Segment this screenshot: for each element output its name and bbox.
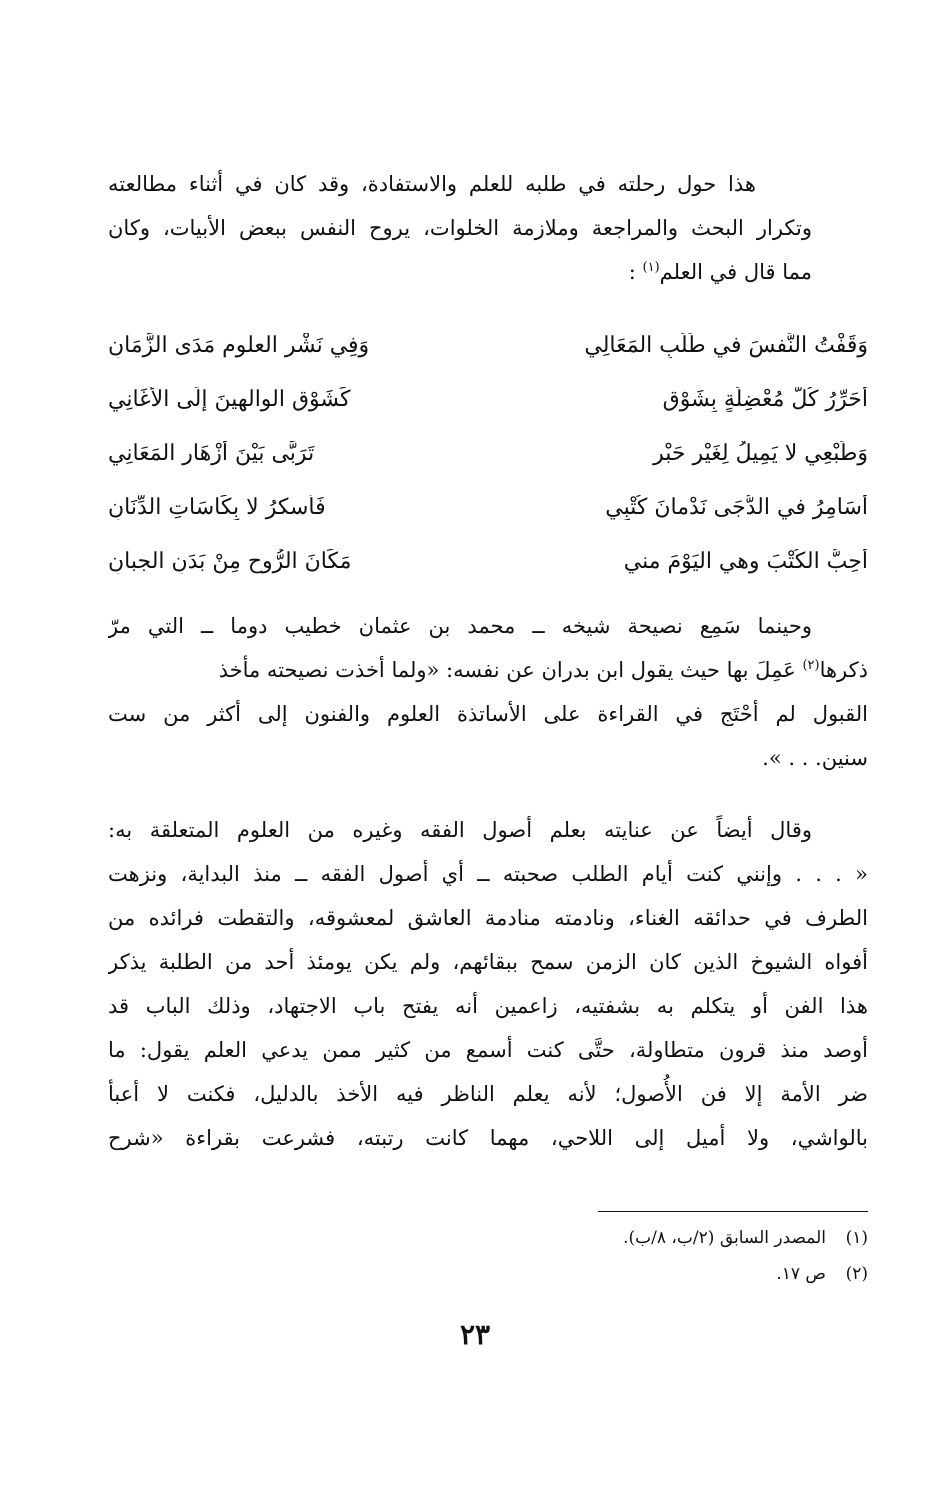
paragraph-line-text: ذكرها: [819, 658, 868, 682]
poem-verse: [108, 426, 868, 480]
paragraph-line: وحينما سَمِع نصيحة شيخه ــ محمد بن عثمان خطيب دوما ــ التي مرّ: [108, 614, 812, 638]
poem-verse: [108, 372, 868, 426]
footnote: [108, 1256, 868, 1292]
paragraph-line: سنين. . . ».: [762, 746, 868, 770]
second-hemistich: فَأَسكرُ لا بِكَاسَاتِ الدِّنَانِ: [108, 494, 326, 520]
paragraph-line: بالواشي، ولا أميل إلى اللاحي، مهما كانت رتبته، فشرعت بقراءة «شرح: [108, 1126, 868, 1150]
paragraph-line: القبول لم أحْتَج في القراءة على الأساتذة العلوم والفنون إلى أكثر من ست: [108, 702, 868, 726]
footnote-text: ص ١٧.: [776, 1264, 826, 1284]
first-hemistich: أُحِبُّ الكُتْبَ وهي اليَوْمَ مني: [623, 548, 868, 574]
paragraph-line: أفواه الشيوخ الذين كان الزمن سمح ببقائهم، ولم يكن يومئذ أحد من الطلبة يذكر: [108, 950, 868, 974]
footnote-text: المصدر السابق (٢/ب، ٨/ب).: [623, 1228, 826, 1248]
advice-paragraph: [108, 604, 868, 780]
footnote-ref: (٢): [802, 658, 820, 673]
poem-verse: [108, 318, 868, 372]
footnote-number: (٢): [845, 1264, 868, 1284]
footnote-ref: (١): [642, 260, 660, 275]
paragraph-line: ضر الأمة إلا فن الأُصول؛ لأنه يعلم الناظر فيه الأخذ بالدليل، فكنت لا أعبأ: [108, 1082, 868, 1106]
paragraph-line: وتكرار البحث والمراجعة وملازمة الخلوات، يروح النفس ببعض الأبيات، وكان: [108, 216, 812, 240]
paragraph-line: [108, 648, 868, 692]
paragraph-line: هذا الفن أو يتكلم به بشفتيه، زاعمين أنه يفتح باب الاجتهاد، وذلك الباب قد: [108, 994, 868, 1018]
paragraph-line-text: مما قال في العلم: [659, 260, 812, 284]
paragraph-line: [108, 250, 868, 294]
poem: [108, 318, 868, 588]
paragraph-line: وقال أيضاً عن عنايته بعلم أصول الفقه وغيره من العلوم المتعلقة به:: [108, 818, 812, 842]
intro-paragraph: [108, 162, 868, 294]
footnote: [108, 1220, 868, 1256]
colon: :: [628, 260, 636, 284]
paragraph-line: الطرف في حدائقه الغناء، ونادمته منادمة العاشق لمعشوقه، والتقطت فرائده من: [108, 906, 868, 930]
footnotes: [108, 1220, 868, 1292]
second-hemistich: كَشَوْقِ الوالهينَ إِلَى الأَغَانِي: [108, 386, 351, 412]
second-hemistich: وَفِي نَشْرِ العلومِ مَدَى الزَّمَانِ: [108, 332, 370, 358]
paragraph-line: « . . . وإنني كنت أيام الطلب صحبته ــ أي أصول الفقه ــ منذ البداية، ونزهت: [108, 862, 868, 886]
footnote-number: (١): [845, 1228, 868, 1248]
paragraph-line-text: عَمِلَ بها حيث يقول ابن بدران عن نفسه: «ولما أخذت نصيحته مأخذ: [218, 658, 803, 682]
footnote-separator: [598, 1211, 868, 1212]
paragraph-line: هذا حول رحلته في طلبه للعلم والاستفادة، وقد كان في أثناء مطالعته: [108, 172, 756, 196]
poem-verse: [108, 480, 868, 534]
second-hemistich: مَكَانَ الرُّوحِ مِنْ بَدَنِ الجبانِ: [108, 548, 352, 574]
page-number: ٢٣: [459, 1318, 491, 1351]
first-hemistich: أُحَرِّرُ كُلَّ مُعْضِلَةٍ بِشَوْقٍ: [662, 386, 868, 412]
usul-paragraph: [108, 808, 868, 1160]
paragraph-line: أوصد منذ قرون متطاولة، حتَّى كنت أسمع من كثير ممن يدعي العلم يقول: ما: [108, 1038, 868, 1062]
second-hemistich: تَرَبَّى بَيْنَ أَزْهَارِ المَعَانِي: [108, 440, 315, 466]
first-hemistich: أُسَامِرُ في الدُّجَى نَدْمانَ كُتْبِي: [605, 494, 868, 520]
poem-verse: [108, 534, 868, 588]
first-hemistich: وَقَفْتُ النَّفسَ في طَلَبِ المَعَالِي: [584, 332, 868, 358]
first-hemistich: وَطَبْعِي لا يَمِيلُ لِغَيْرِ حَبْرٍ: [653, 440, 868, 466]
